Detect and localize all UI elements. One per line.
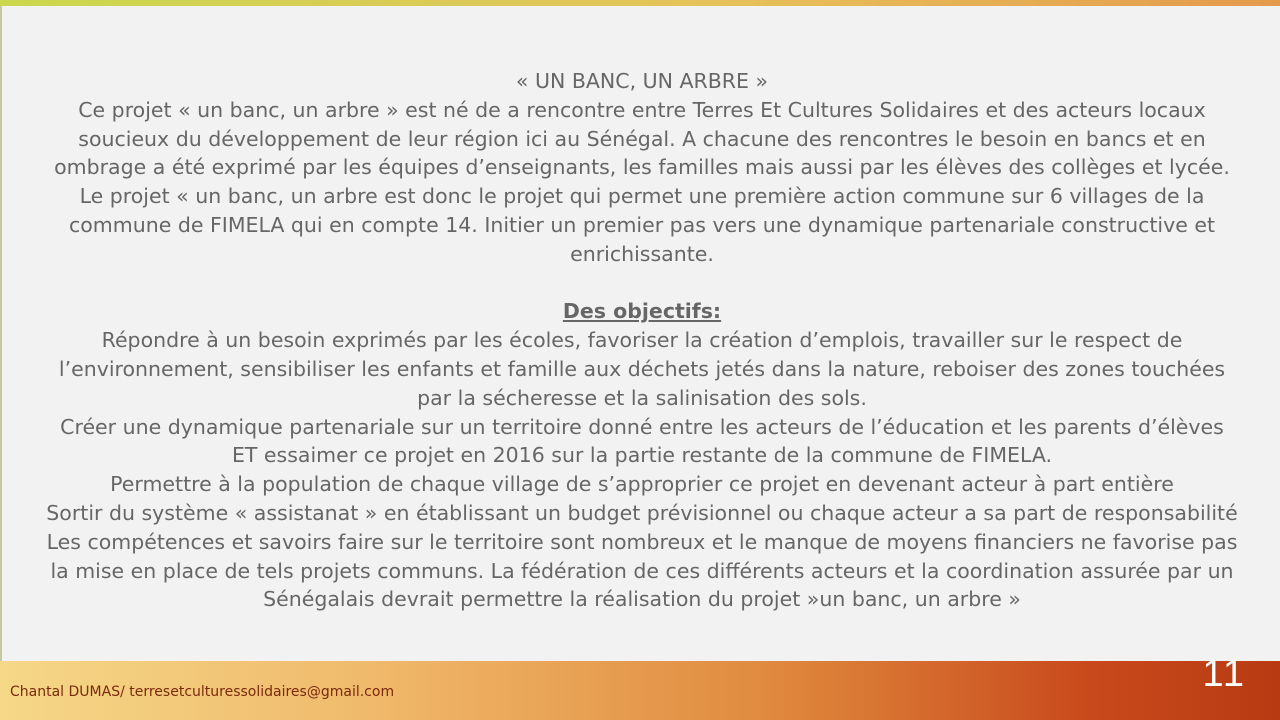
slide-content-area xyxy=(0,6,1278,661)
objective-line: Répondre à un besoin exprimés par les écoles, favoriser la création d’emplois, travailler sur le respect de xyxy=(101,328,1183,353)
objective-line: Sénégalais devrait permettre la réalisation du projet »un banc, un arbre » xyxy=(263,587,1021,612)
intro-line: commune de FIMELA qui en compte 14. Initier un premier pas vers une dynamique partenariale constructive et xyxy=(68,212,1216,237)
objective-line: Sortir du système « assistanat » en établissant un budget prévisionnel ou chaque acteur a sa part de responsabilité xyxy=(46,500,1238,525)
intro-line: soucieux du développement de leur région ici au Sénégal. A chacune des rencontres le besoin en bancs et en xyxy=(78,126,1206,151)
intro-line: Le projet « un banc, un arbre est donc le projet qui permet une première action commune sur 6 villages de la xyxy=(79,184,1205,209)
intro-line: enrichissante. xyxy=(570,241,714,266)
objectives-heading-line xyxy=(6,297,1278,326)
slide-title: « UN BANC, UN ARBRE » xyxy=(515,69,769,93)
objective-line: l’environnement, sensibiliser les enfants et famille aux déchets jetés dans la nature, reboiser des zones touchées xyxy=(58,356,1226,381)
objective-line: Créer une dynamique partenariale sur un territoire donné entre les acteurs de l’éducation et les parents d’élèves xyxy=(60,414,1224,439)
intro-line: Ce projet « un banc, un arbre » est né de a rencontre entre Terres Et Cultures Solidaires et des acteurs locaux xyxy=(78,97,1206,122)
intro-line: ombrage a été exprimé par les équipes d’enseignants, les familles mais aussi par les élèves des collèges et lycée. xyxy=(54,155,1230,180)
slide-number: 11 xyxy=(1202,653,1246,695)
slide-body-text xyxy=(6,67,1278,614)
objective-line: ET essaimer ce projet en 2016 sur la partie restante de la commune de FIMELA. xyxy=(231,443,1053,468)
footer-credit: Chantal DUMAS/ terresetculturessolidaires@gmail.com xyxy=(10,684,395,700)
objective-line: Les compétences et savoirs faire sur le territoire sont nombreux et le manque de moyens financiers ne favorise pas xyxy=(46,529,1238,554)
objective-line: par la sécheresse et la salinisation des sols. xyxy=(417,385,867,410)
objectives-heading: Des objectifs: xyxy=(562,299,722,324)
objective-line: la mise en place de tels projets communs. La fédération de ces différents acteurs et la coordination assurée par un xyxy=(50,558,1234,583)
paragraph-spacer xyxy=(6,269,1278,298)
objective-line: Permettre à la population de chaque village de s’approprier ce projet en devenant acteur à part entière xyxy=(110,472,1174,497)
footer-band xyxy=(0,653,1280,720)
